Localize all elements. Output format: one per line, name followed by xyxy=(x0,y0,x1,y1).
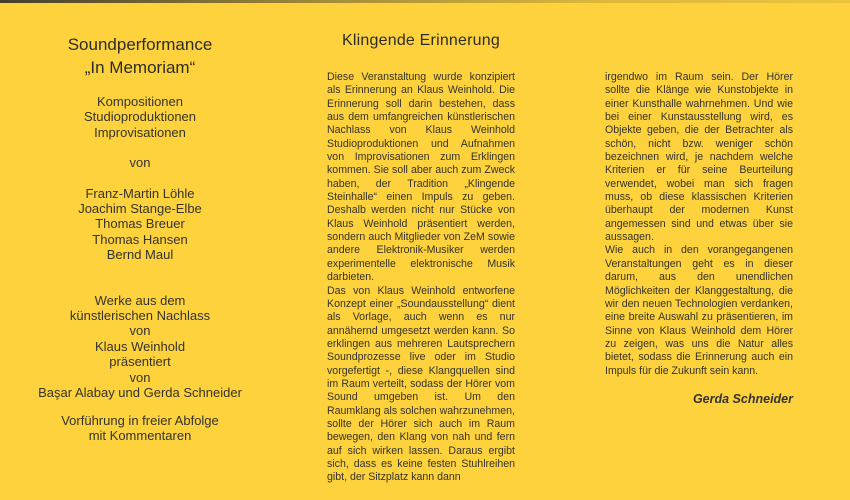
category-list-item: Improvisationen xyxy=(94,124,186,140)
article-column-2 xyxy=(605,71,793,406)
performance-note xyxy=(28,413,252,444)
legacy-credit-item: präsentiert xyxy=(109,354,171,370)
performer-list-item: Franz-Martin Löhle xyxy=(85,185,195,201)
performer-list-item: Joachim Stange-Elbe xyxy=(78,201,202,217)
article-column-1 xyxy=(327,30,515,485)
article-column-1-text-item: Das von Klaus Weinhold entworfene Konzept einer „Soundausstellung“ dient als Vorlage, auch wenn es nur annähernd umgesetzt werden kann. So erklingen aus mehreren Lautsprechern Soundprozesse live oder im Studio vorgefertigt -, diese Klangquellen sind im Raum verteilt, sodass der Hörer vom Sound umgeben ist. Um den Raumklang als solchen wahrzunehmen, sollte der Hörer sich auch im Raum bewegen, den Klang von nah und fern auf sich wirken lassen. Daraus ergibt sich, dass es keine festen Stuhlreihen gibt, der Sitzplatz kann dann xyxy=(327,284,515,484)
legacy-credit xyxy=(28,293,252,401)
cover-panel xyxy=(28,33,252,443)
legacy-credit-item: Klaus Weinhold xyxy=(94,338,186,354)
cover-title-line1: Soundperformance xyxy=(67,35,213,54)
performer-list-item: Thomas Hansen xyxy=(92,231,188,247)
legacy-credit-item: künstlerischen Nachlass xyxy=(69,308,211,324)
article-column-1-text-item: Diese Veranstaltung wurde konzipiert als Erinnerung an Klaus Weinhold. Die Erinnerung soll darin bestehen, dass aus dem umfangreichen künstlerischen Nachlass von Klaus Weinhold Studioproduktionen und Aufnahmen von Improvisationen zum Erklingen kommen. Sie soll aber auch zum Zweck haben, der Tradition „Klingende Steinhalle“ einen Impuls zu geben. Deshalb werden nicht nur Stücke von Klaus Weinhold präsentiert werden, sondern auch Mitglieder von ZeM sowie andere Elektronik-Musiker werden experimentelle elektronische Musik darbieten. xyxy=(327,71,515,284)
legacy-credit-item: Başar Alabay und Gerda Schneider xyxy=(38,385,242,401)
legacy-credit-item: Werke aus dem xyxy=(94,292,186,308)
article-heading: Klingende Erinnerung xyxy=(342,32,500,49)
author-signature: Gerda Schneider xyxy=(692,391,793,406)
category-list xyxy=(28,94,252,140)
article-column-2-text-item: irgendwo im Raum sein. Der Hörer sollte die Klänge wie Kunstobjekte in einer Kunsthalle wahrnehmen. Und wie bei einer Kunstausstellung wird, es Objekte geben, die der Betrachter als schön, nicht bzw. weniger schön bezeichnen wird, je nachdem welche Kriterien er für seine Beurteilung verwendet, wobei man sich fragen muss, ob diese klassischen Kriterien überhaupt der modernen Kunst angemessen sind und etwas über sie aussagen. xyxy=(605,71,793,244)
performer-list-item: Bernd Maul xyxy=(106,247,174,263)
legacy-credit-item: von xyxy=(129,369,151,385)
category-list-item: Studioproduktionen xyxy=(83,109,197,125)
von-label: von xyxy=(129,155,151,171)
performance-note-item: mit Kommentaren xyxy=(88,427,192,443)
scan-edge-shadow xyxy=(0,0,850,3)
legacy-credit-item: von xyxy=(129,323,151,339)
performer-list xyxy=(28,186,252,263)
article-column-2-text xyxy=(605,71,793,378)
performance-note-item: Vorführung in freier Abfolge xyxy=(61,412,219,428)
category-list-item: Kompositionen xyxy=(97,94,183,109)
article-column-1-text xyxy=(327,71,515,485)
cover-title xyxy=(28,33,252,79)
cover-title-line2: „In Memoriam“ xyxy=(84,58,196,77)
performer-list-item: Thomas Breuer xyxy=(95,216,185,232)
article-column-2-text-item: Wie auch in den vorangegangenen Veranstaltungen geht es in dieser darum, aus den unendlichen Möglichkeiten der Klanggestaltung, die wir den neuen Technologien verdanken, eine breite Auswahl zu präsentieren, im Sinne von Klaus Weinhold dem Hörer zu zeigen, was uns die Natur alles bietet, sodass die Erinnerung auch ein Impuls für die Zukunft sein kann. xyxy=(605,244,793,377)
